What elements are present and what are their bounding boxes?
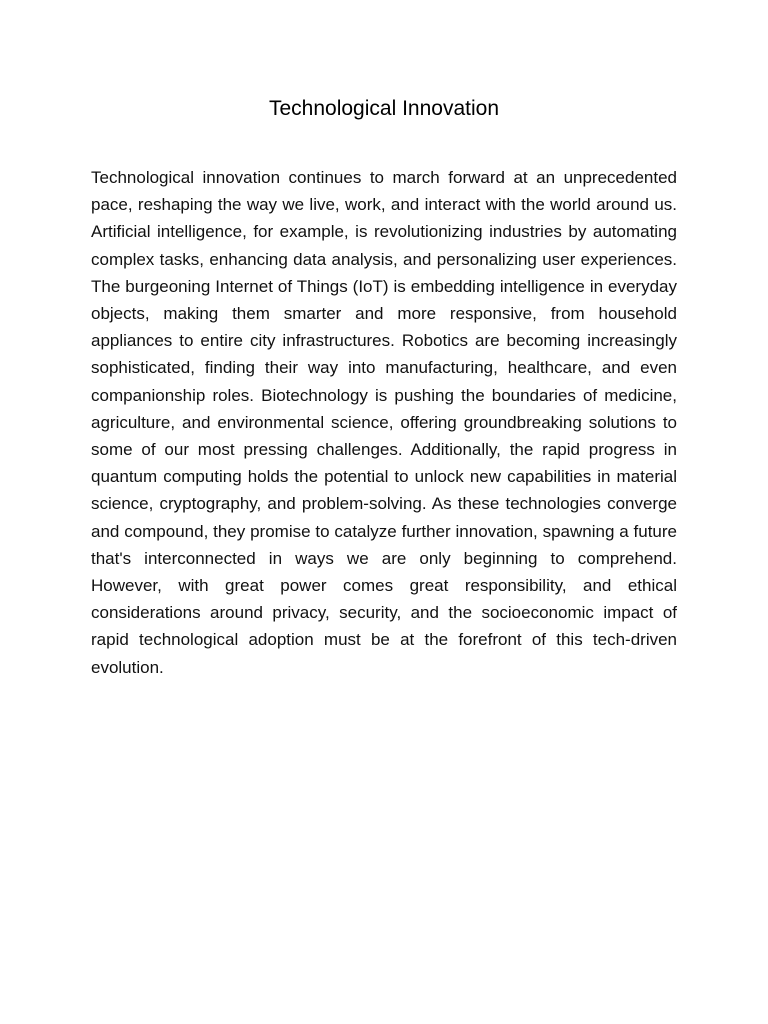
document-title: Technological Innovation xyxy=(269,97,499,120)
document-body-paragraph: Technological innovation continues to march forward at an unprecedented pace, reshaping the way we live, work, and interact with the world around us. Artificial intelligence, for example, is revolutionizing industries by automating complex tasks, enhancing data analysis, and personalizing user experiences. The burgeoning Internet of Things (IoT) is embedding intelligence in everyday objects, making them smarter and more responsive, from household appliances to entire city infrastructures. Robotics are becoming increasingly sophisticated, finding their way into manufacturing, healthcare, and even companionship roles. Biotechnology is pushing the boundaries of medicine, agriculture, and environmental science, offering groundbreaking solutions to some of our most pressing challenges. Additionally, the rapid progress in quantum computing holds the potential to unlock new capabilities in material science, cryptography, and problem-solving. As these technologies converge and compound, they promise to catalyze further innovation, spawning a future that's interconnected in ways we are only beginning to comprehend. However, with great power comes great responsibility, and ethical considerations around privacy, security, and the socioeconomic impact of rapid technological adoption must be at the forefront of this tech-driven evolution. xyxy=(91,168,677,677)
